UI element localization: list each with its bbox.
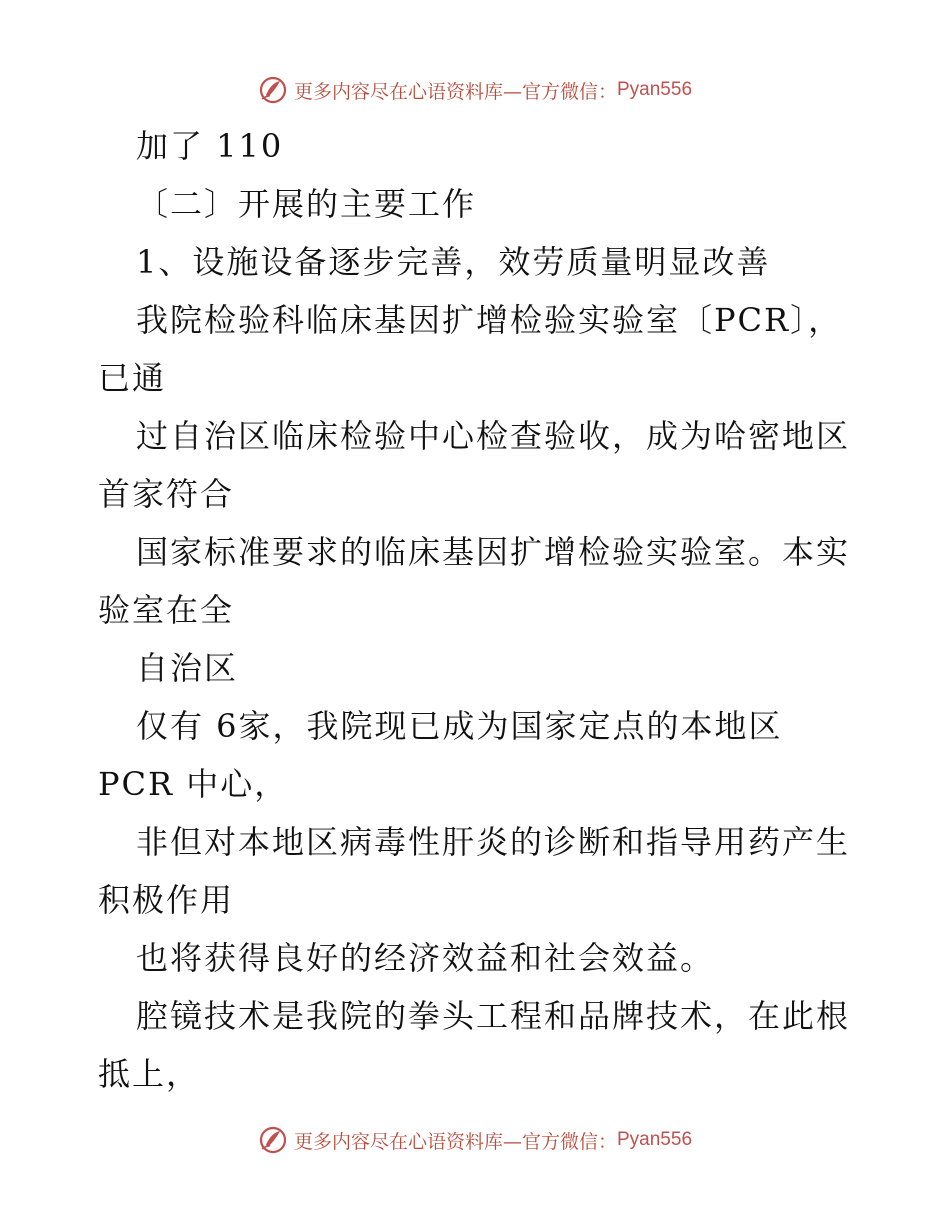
text-line: 非但对本地区病毒性肝炎的诊断和指导用药产生	[136, 823, 851, 861]
wechat-id: Pyan556	[617, 79, 693, 100]
pen-logo-icon	[258, 75, 288, 105]
text-line: 加了 110	[136, 127, 284, 165]
banner-text: 更多内容尽在心语资料库—官方微信：	[293, 1130, 617, 1153]
header-banner	[0, 70, 950, 110]
pen-logo-icon	[258, 1125, 288, 1155]
text-line: 也将获得良好的经济效益和社会效益。	[136, 939, 715, 977]
footer-banner	[0, 1120, 950, 1160]
text-line: 我院检验科临床基因扩增检验实验室〔PCR〕，	[136, 301, 843, 339]
text-line: 自治区	[136, 649, 239, 687]
text-line: 抵上，	[98, 1055, 201, 1093]
text-line: 积极作用	[98, 881, 235, 919]
text-line: 首家符合	[98, 475, 235, 513]
text-line: 验室在全	[98, 591, 235, 629]
wechat-id: Pyan556	[617, 1129, 693, 1150]
text-line: 腔镜技术是我院的拳头工程和品牌技术，在此根	[136, 997, 851, 1035]
text-line: 仅有 6家，我院现已成为国家定点的本地区	[136, 707, 783, 745]
text-line: 国家标准要求的临床基因扩增检验实验室。本实	[136, 533, 851, 571]
subsection-heading: 1、设施设备逐步完善，效劳质量明显改善	[136, 243, 771, 281]
banner-text: 更多内容尽在心语资料库—官方微信：	[293, 80, 617, 103]
text-line: 过自治区临床检验中心检查验收，成为哈密地区	[136, 417, 851, 455]
text-line: PCR 中心，	[98, 765, 289, 803]
text-line: 已通	[98, 359, 167, 397]
section-heading: 〔二〕开展的主要工作	[136, 185, 477, 223]
